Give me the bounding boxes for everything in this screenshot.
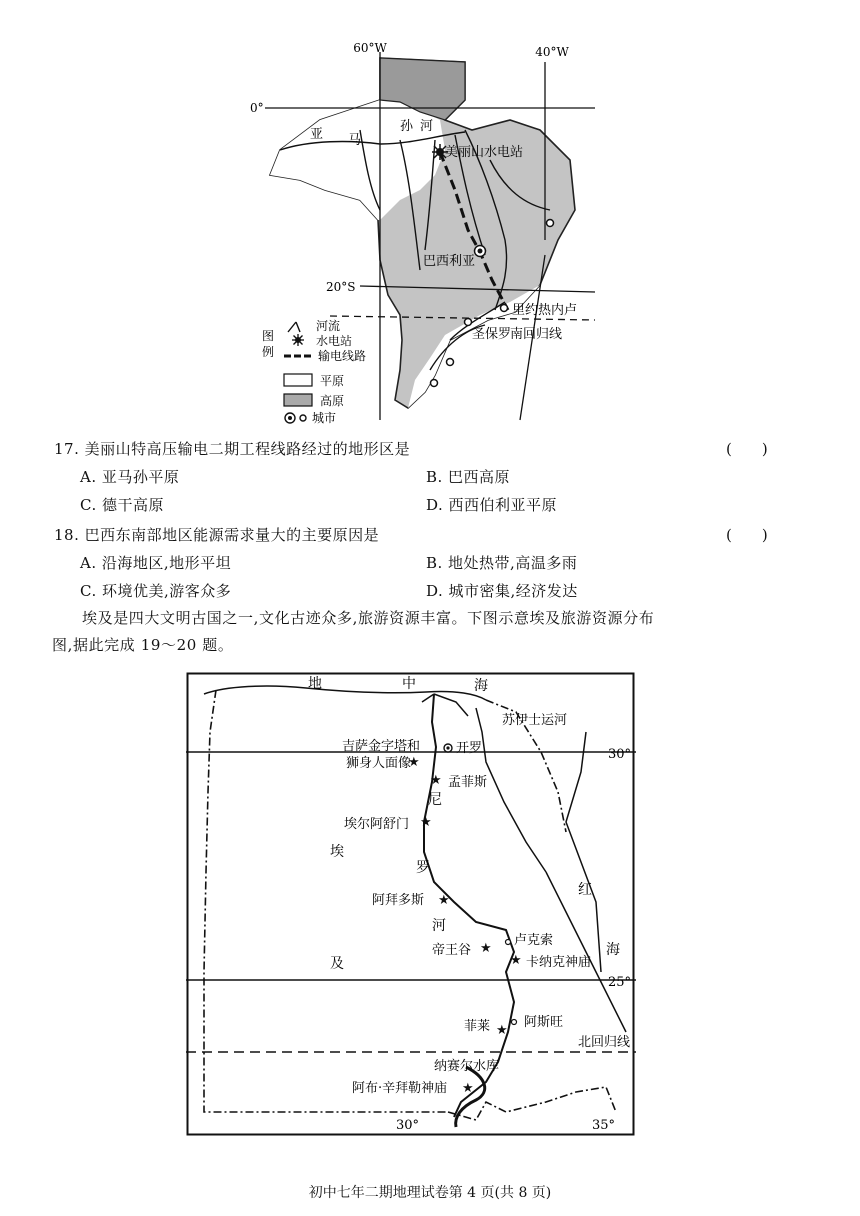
cairo-label: 开罗	[456, 741, 483, 756]
lon-30-label: 30°	[396, 1118, 420, 1133]
legend-plateau-swatch	[284, 394, 312, 406]
star-icon: ★	[408, 755, 420, 770]
belo-monte-label: 美丽山水电站	[445, 145, 524, 160]
q17-option-b: B. 巴西高原	[426, 468, 511, 486]
legend-river: 河流	[316, 319, 341, 333]
q18-paren: ( )	[726, 526, 768, 544]
legend	[262, 318, 366, 425]
red-sea-char-hong: 红	[578, 882, 592, 898]
capital-icon	[475, 246, 486, 257]
legend-title-1: 图	[262, 329, 275, 343]
tropic-label: 北回归线	[578, 1035, 631, 1050]
q17-option-d: D. 西西伯利亚平原	[426, 496, 558, 514]
q17-paren: ( )	[726, 440, 768, 458]
abydos-label: 阿拜多斯	[372, 893, 425, 908]
philae-label: 菲莱	[464, 1019, 491, 1034]
legend-city-icon	[300, 415, 306, 421]
nasser-label: 纳赛尔水库	[434, 1059, 500, 1074]
egypt-map	[186, 672, 636, 1137]
q18-option-d: D. 城市密集,经济发达	[426, 582, 578, 600]
intro-line-1: 埃及是四大文明古国之一,文化古迹众多,旅游资源丰富。下图示意埃及旅游资源分布	[82, 609, 655, 627]
tropic-label: 南回归线	[510, 327, 563, 342]
q18-option-c: C. 环境优美,游客众多	[80, 582, 232, 600]
karnak-label: 卡纳克神庙	[526, 955, 592, 970]
nile-char-he: 河	[432, 918, 446, 934]
star-icon: ★	[480, 941, 492, 956]
brazil-map	[240, 40, 610, 425]
star-icon: ★	[462, 1081, 474, 1096]
legend-plain-swatch	[284, 374, 312, 386]
river-char-3: 孙	[400, 119, 414, 134]
legend-title-2: 例	[262, 345, 275, 359]
legend-plateau: 高原	[320, 394, 345, 408]
lat-20s-label: 20°S	[326, 280, 356, 294]
legend-line: 输电线路	[318, 349, 367, 363]
q17-option-c: C. 德干高原	[80, 496, 164, 514]
suez-label: 苏伊士运河	[502, 713, 568, 728]
label-zhong: 中	[402, 676, 416, 692]
river-char-2: 马	[348, 133, 362, 148]
legend-city: 城市	[312, 411, 337, 425]
abu-simbel-label: 阿布·辛拜勒神庙	[352, 1081, 448, 1096]
red-sea-char-hai: 海	[606, 942, 620, 958]
q18-option-b: B. 地处热带,高温多雨	[426, 554, 578, 572]
luxor-label: 卢克索	[514, 933, 554, 948]
legend-hydro-icon	[292, 334, 304, 346]
giza-label-2: 狮身人面像	[346, 756, 412, 771]
q17-stem: 17. 美丽山特高压输电二期工程线路经过的地形区是	[54, 440, 411, 458]
brasilia-label: 巴西利亚	[423, 254, 476, 269]
star-icon: ★	[430, 773, 442, 788]
lat-0-label: 0°	[250, 101, 264, 115]
q18-option-a: A. 沿海地区,地形平坦	[80, 554, 232, 572]
aswan-label: 阿斯旺	[524, 1015, 564, 1030]
star-icon: ★	[496, 1023, 508, 1038]
lat-25-label: 25°	[608, 975, 632, 990]
amarna-label: 埃尔阿舒门	[344, 817, 410, 832]
star-icon: ★	[510, 953, 522, 968]
q18-stem: 18. 巴西东南部地区能源需求量大的主要原因是	[54, 526, 380, 544]
star-icon: ★	[438, 893, 450, 908]
legend-hydro: 水电站	[316, 334, 353, 348]
river-char-4: 河	[420, 119, 434, 134]
star-icon: ★	[420, 815, 432, 830]
river-char-1: 亚	[310, 127, 324, 142]
label-di: 地	[308, 676, 322, 692]
lat-30-label: 30°	[608, 747, 632, 762]
intro-paragraph	[52, 605, 802, 632]
intro-line-2: 图,据此完成 19～20 题。	[52, 636, 234, 654]
q17-option-a: A. 亚马孙平原	[80, 468, 180, 486]
lon-35-label: 35°	[592, 1118, 616, 1133]
sao-paulo-label: 圣保罗	[472, 327, 512, 342]
lon-60w-label: 60°W	[353, 41, 387, 55]
memphis-label: 孟菲斯	[448, 775, 488, 790]
lon-40w-label: 40°W	[535, 45, 569, 59]
legend-river-icon	[288, 322, 300, 332]
page-footer: 初中七年二期地理试卷第 4 页(共 8 页)	[308, 1185, 552, 1201]
legend-plain: 平原	[320, 374, 345, 388]
valley-label: 帝王谷	[432, 943, 472, 958]
egypt-char-ji: 及	[330, 956, 344, 972]
giza-label-1: 吉萨金字塔和	[342, 739, 421, 754]
rio-label: 里约热内卢	[512, 303, 578, 318]
nile-char-luo: 罗	[416, 860, 430, 876]
egypt-char-ai: 埃	[330, 844, 344, 860]
nile-char-ni: 尼	[428, 792, 442, 808]
label-hai: 海	[474, 678, 488, 694]
